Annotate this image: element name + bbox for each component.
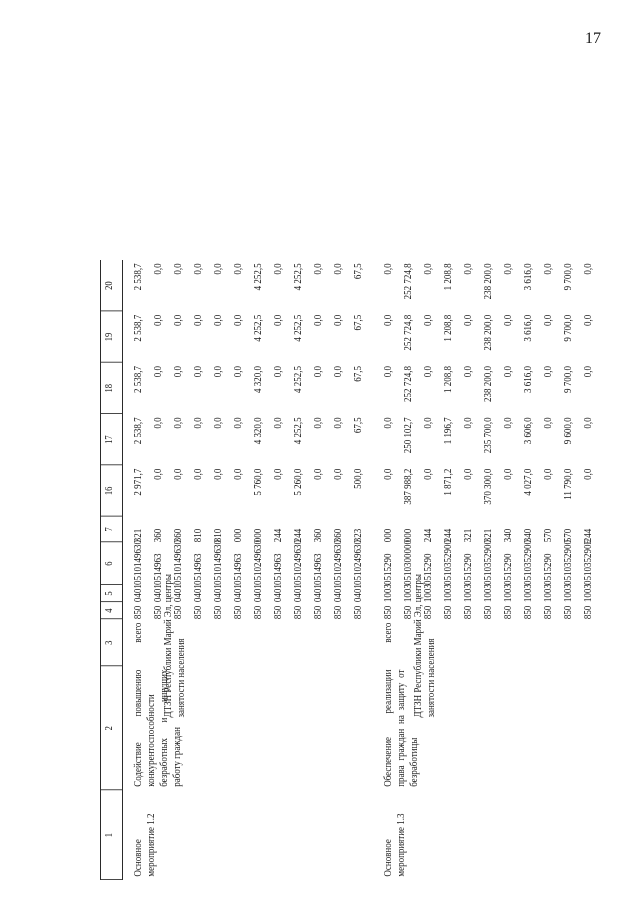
table-cell: 0,0	[313, 314, 324, 326]
table-cell: 0,0	[233, 366, 244, 378]
table-cell: 0,0	[193, 366, 204, 378]
table-cell: 0,0	[233, 314, 244, 326]
table-cell: 1003	[463, 584, 474, 603]
table-cell: 0,0	[173, 263, 184, 275]
table-cell: 850	[423, 605, 434, 620]
table-cell: 321	[483, 528, 494, 543]
table-cell: 850	[353, 605, 364, 620]
table-cell: 850	[253, 605, 264, 620]
table-cell: 3 616,0	[523, 263, 534, 291]
table-cell: 0,0	[583, 314, 594, 326]
table-cell: 0401	[353, 584, 364, 603]
table-cell: 67,5	[353, 314, 364, 331]
table-cell: 0401	[233, 584, 244, 603]
table-cell: 0,0	[383, 468, 394, 480]
table-cell: 0401	[133, 584, 144, 603]
table-cell: 0,0	[583, 417, 594, 429]
table-cell: 1 208,8	[443, 366, 454, 393]
table-cell: 0,0	[383, 314, 394, 326]
table-cell: 850	[313, 605, 324, 620]
table-cell: 1003	[383, 584, 394, 603]
group-executor: ДТЗН Республики Марий Эл, центры занятости населения	[413, 574, 437, 718]
table-cell: 5 760,0	[253, 468, 264, 496]
table-cell: 810	[193, 528, 204, 543]
table-cell: 0401	[213, 584, 224, 603]
table-cell: 9 700,0	[563, 314, 574, 342]
table-cell: 0401	[173, 584, 184, 603]
table-cell: 3 606,0	[523, 417, 534, 445]
table-cell: 3 616,0	[523, 314, 534, 342]
table-cell: 4 252,5	[293, 366, 304, 393]
table-cell: 0,0	[333, 417, 344, 429]
table-cell: 1 208,8	[443, 263, 454, 291]
table-cell: 850	[193, 605, 204, 620]
table-cell: 0,0	[463, 468, 474, 480]
table-cell: 850	[463, 605, 474, 620]
table-cell: 850	[583, 605, 594, 620]
table-cell: 0,0	[173, 468, 184, 480]
header-cell-1: 1	[104, 832, 115, 838]
header-cell-7: 7	[104, 527, 115, 532]
table-cell: 0510352900	[523, 540, 534, 585]
table-cell: 0,0	[423, 314, 434, 326]
table-cell: 0401	[273, 584, 284, 603]
table-cell: 0,0	[173, 417, 184, 429]
table-cell: 0,0	[423, 417, 434, 429]
group-name: Обеспечение реализации права граждан на защиту от безработицы	[383, 669, 420, 787]
table-cell: 4 320,0	[253, 366, 264, 393]
header-cell-2: 2	[104, 726, 115, 731]
table-cell: 850	[523, 605, 534, 620]
table-cell: 850	[443, 605, 454, 620]
table-cell: 850	[503, 605, 514, 620]
table-cell: 1003	[543, 584, 554, 603]
table-cell: 000	[383, 528, 394, 543]
table-cell: 0,0	[313, 468, 324, 480]
table-cell: 0401	[333, 584, 344, 603]
table-cell: 570	[563, 528, 574, 543]
table-cell: 0,0	[423, 263, 434, 275]
table-cell: 4 252,5	[253, 314, 264, 342]
group-total-label: всего	[383, 622, 394, 643]
table-cell: 0,0	[543, 263, 554, 275]
table-cell: 0,0	[423, 468, 434, 480]
table-cell: 0,0	[333, 468, 344, 480]
table-cell: 0,0	[583, 263, 594, 275]
table-cell: 0,0	[503, 468, 514, 480]
table-cell: 4 252,5	[293, 314, 304, 342]
table-cell: 244	[273, 528, 284, 543]
table-cell: 0510249630	[353, 540, 364, 585]
table-cell: 000	[233, 528, 244, 543]
table-cell: 0,0	[313, 417, 324, 429]
header-cell-18: 18	[104, 384, 115, 393]
table-cell: 0,0	[213, 366, 224, 378]
table-cell: 0,0	[213, 263, 224, 275]
table-cell: 0,0	[463, 417, 474, 429]
table-cell: 0,0	[273, 314, 284, 326]
table-cell: 235 700,0	[483, 417, 494, 454]
table-cell: 5 260,0	[293, 468, 304, 496]
table-cell: 0,0	[193, 263, 204, 275]
table-cell: 0,0	[153, 314, 164, 326]
table-cell: 2 971,7	[133, 468, 144, 496]
group-executor: ДТЗН Республики Марий Эл, центры занятости населения	[163, 574, 187, 718]
header-bottom-line	[122, 260, 123, 880]
header-cell-16: 16	[104, 486, 115, 496]
table-cell: 4 320,0	[253, 417, 264, 445]
table-cell: 0,0	[543, 417, 554, 429]
table-cell: 0510249630	[333, 540, 344, 585]
table-cell: 0,0	[193, 417, 204, 429]
table-cell: 0401	[253, 584, 264, 603]
table-cell: 4 252,5	[293, 417, 304, 445]
table-cell: 0,0	[463, 314, 474, 326]
table-cell: 0514963	[273, 553, 284, 585]
table-cell: 000	[403, 528, 414, 543]
table-cell: 0,0	[583, 468, 594, 480]
table-cell: 360	[173, 528, 184, 543]
table-cell: 850	[293, 605, 304, 620]
table-cell: 0,0	[503, 263, 514, 275]
table-cell: 252 724,8	[403, 314, 414, 351]
table-cell: 1 871,2	[443, 468, 454, 496]
table-cell: 360	[333, 528, 344, 543]
table-cell: 0401	[193, 584, 204, 603]
table-cell: 0,0	[543, 366, 554, 378]
table-cell: 0,0	[543, 314, 554, 326]
table-cell: 570	[543, 528, 554, 543]
table-cell: 850	[173, 605, 184, 620]
table-cell: 0,0	[333, 263, 344, 275]
table-cell: 0,0	[233, 468, 244, 480]
table-cell: 0,0	[213, 314, 224, 326]
table-cell: 252 724,8	[403, 366, 414, 402]
header-cell-20: 20	[104, 281, 115, 290]
table-cell: 0,0	[333, 366, 344, 378]
table-cell: 0,0	[463, 366, 474, 378]
header-cell-17: 17	[104, 435, 115, 444]
table-cell: 850	[133, 605, 144, 620]
table-cell: 051035290F	[583, 539, 594, 585]
table-cell: 0515290	[503, 553, 514, 585]
rotated-table	[100, 260, 635, 880]
table-cell: 850	[233, 605, 244, 620]
table-cell: 0510149630	[213, 540, 224, 585]
table-cell: 850	[403, 605, 414, 620]
table-cell: 252 724,8	[403, 263, 414, 300]
table-cell: 4 252,5	[293, 263, 304, 291]
group-code: Основное мероприятие 1.3	[383, 813, 407, 877]
table-cell: 1003	[443, 584, 454, 603]
table-cell: 9 600,0	[563, 417, 574, 445]
table-cell: 67,5	[353, 263, 364, 280]
table-cell: 0,0	[313, 366, 324, 378]
table-cell: 0,0	[503, 366, 514, 378]
group-code: Основное мероприятие 1.2	[133, 813, 157, 877]
table-cell: 0510352900	[443, 540, 454, 585]
table-cell: 0514963	[313, 553, 324, 585]
table-cell: 238 200,0	[483, 366, 494, 402]
table-cell: 000	[253, 528, 264, 543]
table-cell: 0515290	[383, 553, 394, 585]
table-cell: 0510352900	[483, 540, 494, 585]
table-cell: 321	[133, 528, 144, 543]
table-cell: 2 538,7	[133, 417, 144, 445]
table-cell: 0,0	[233, 417, 244, 429]
table-cell: 0,0	[423, 366, 434, 378]
table-cell: 1003	[483, 584, 494, 603]
header-top-line	[100, 260, 101, 880]
table-cell: 244	[583, 528, 594, 543]
table-cell: 850	[153, 605, 164, 620]
table-cell: 0515290	[543, 553, 554, 585]
table-cell: 0,0	[273, 417, 284, 429]
table-cell: 9 700,0	[563, 263, 574, 291]
table-cell: 0,0	[273, 468, 284, 480]
table-cell: 2 538,7	[133, 263, 144, 291]
table-cell: 0,0	[173, 366, 184, 378]
table-cell: 0401	[293, 584, 304, 603]
table-cell: 500,0	[353, 468, 364, 489]
table-cell: 2 538,7	[133, 366, 144, 393]
table-cell: 0,0	[213, 468, 224, 480]
table-cell: 850	[333, 605, 344, 620]
table-cell: 850	[213, 605, 224, 620]
table-cell: 1003	[403, 584, 414, 603]
table-cell: 0,0	[583, 366, 594, 378]
table-cell: 1003	[563, 584, 574, 603]
header-cell-3: 3	[104, 640, 115, 645]
table-cell: 850	[273, 605, 284, 620]
table-cell: 850	[483, 605, 494, 620]
page-number: 17	[585, 30, 601, 47]
table-cell: 370 300,0	[483, 468, 494, 505]
table-cell: 321	[463, 528, 474, 543]
table-cell: 1003	[523, 584, 534, 603]
table-cell: 1 196,7	[443, 417, 454, 445]
table-cell: 1003	[503, 584, 514, 603]
table-cell: 0,0	[333, 314, 344, 326]
header-cell-5: 5	[104, 591, 115, 596]
table-cell: 323	[353, 528, 364, 543]
table-cell: 0510249630	[253, 540, 264, 585]
table-cell: 0,0	[313, 263, 324, 275]
table-cell: 0510149630	[133, 540, 144, 585]
table-cell: 250 102,7	[403, 417, 414, 454]
table-cell: 387 988,2	[403, 468, 414, 505]
table-cell: 244	[293, 528, 304, 543]
table-cell: 850	[383, 605, 394, 620]
table-cell: 67,5	[353, 366, 364, 382]
table-cell: 4 027,0	[523, 468, 534, 496]
table-cell: 1 208,8	[443, 314, 454, 342]
table-cell: 0515290	[423, 553, 434, 585]
table-cell: 0,0	[543, 468, 554, 480]
table-cell: 340	[523, 528, 534, 543]
table-cell: 0514963	[193, 553, 204, 585]
table-cell: 244	[423, 528, 434, 543]
table-cell: 0,0	[153, 366, 164, 378]
table-cell: 11 790,0	[563, 468, 574, 500]
header-cell-4: 4	[104, 608, 115, 613]
table-cell: 238 200,0	[483, 314, 494, 351]
table-cell: 1003	[423, 584, 434, 603]
table-cell: 0510352900	[563, 540, 574, 585]
table-cell: 0,0	[273, 366, 284, 378]
table-cell: 0,0	[383, 263, 394, 275]
table-cell: 0401	[153, 584, 164, 603]
table-cell: 340	[503, 528, 514, 543]
table-cell: 850	[563, 605, 574, 620]
table-cell: 850	[543, 605, 554, 620]
table-cell: 2 538,7	[133, 314, 144, 342]
table-cell: 0,0	[173, 314, 184, 326]
table-cell: 0514963	[233, 553, 244, 585]
table-cell: 0510249630	[293, 540, 304, 585]
table-cell: 244	[443, 528, 454, 543]
table-cell: 0,0	[383, 417, 394, 429]
table-cell: 360	[153, 528, 164, 543]
table-cell: 360	[313, 528, 324, 543]
table-cell: 0514963	[153, 553, 164, 585]
header-cell-19: 19	[104, 332, 115, 342]
table-cell: 0401	[313, 584, 324, 603]
table-cell: 0515290	[463, 553, 474, 585]
table-cell: 0,0	[463, 263, 474, 275]
table-cell: 0,0	[213, 417, 224, 429]
table-cell: 0,0	[233, 263, 244, 275]
group-total-label: всего	[133, 622, 144, 643]
table-cell: 0510300000	[403, 540, 414, 585]
table-cell: 9 700,0	[563, 366, 574, 393]
table-cell: 0,0	[503, 417, 514, 429]
table-cell: 0,0	[193, 314, 204, 326]
table-cell: 3 616,0	[523, 366, 534, 393]
table-cell: 0510149630	[173, 540, 184, 585]
table-cell: 0,0	[383, 366, 394, 378]
header-cell-6: 6	[104, 561, 115, 566]
table-cell: 1003	[583, 584, 594, 603]
table-cell: 0,0	[153, 417, 164, 429]
table-cell: 810	[213, 528, 224, 543]
group-name: Содействие повышению конкурентоспособности безработных и ищущих работу граждан	[133, 669, 183, 787]
table-cell: 0,0	[193, 468, 204, 480]
table-cell: 0,0	[273, 263, 284, 275]
table-cell: 67,5	[353, 417, 364, 434]
table-cell: 0,0	[503, 314, 514, 326]
table-cell: 238 200,0	[483, 263, 494, 300]
table-cell: 0,0	[153, 263, 164, 275]
table-cell: 4 252,5	[253, 263, 264, 291]
table-cell: 0,0	[153, 468, 164, 480]
